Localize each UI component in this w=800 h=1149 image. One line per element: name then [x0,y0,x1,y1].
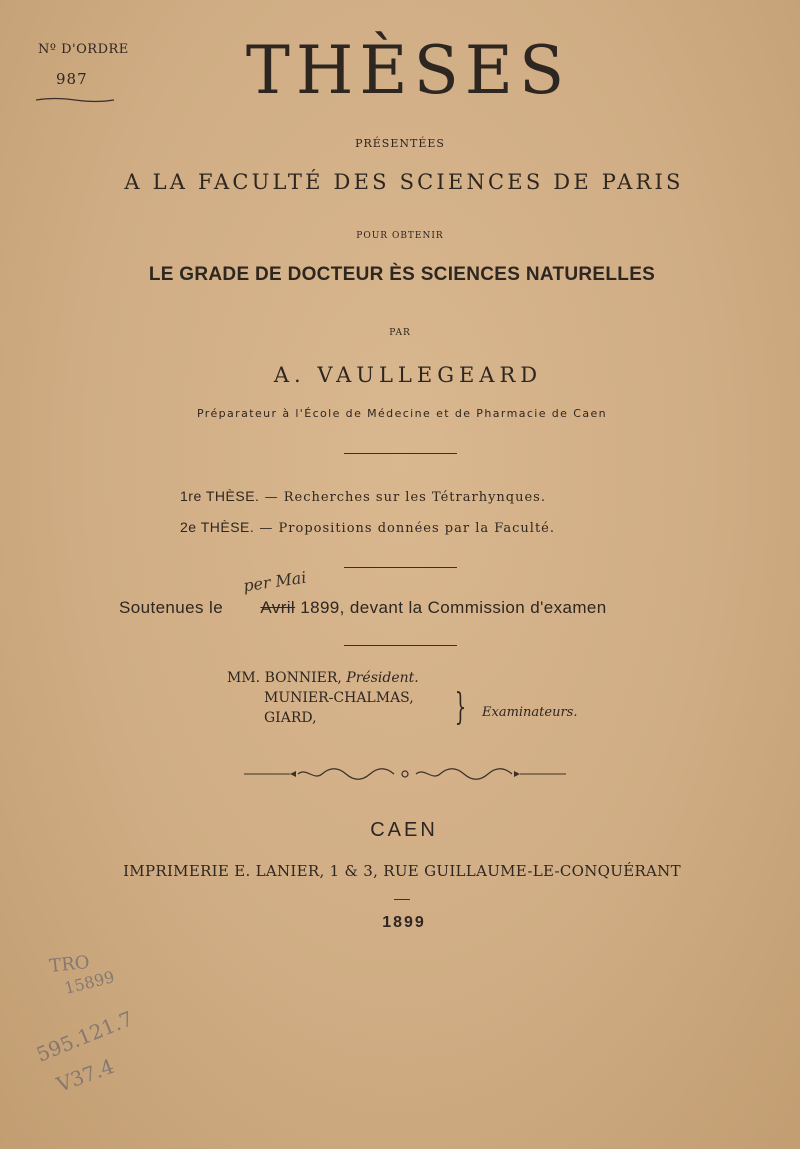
thesis-number: 2e THÈSE. [180,519,255,535]
presentees-line: PRÉSENTÉES [355,137,445,150]
page-title: THÈSES [245,32,571,109]
faculty-line: A LA FACULTÉ DES SCIENCES DE PARIS [124,170,684,194]
jury-president [227,670,419,686]
imprint-printer: IMPRIMERIE E. LANIER, 1 & 3, RUE GUILLAUME-LE-CONQUÉRANT [123,862,681,880]
imprint-year: 1899 [382,914,426,931]
svg-text:595.121.7: 595.121.7 [32,1006,137,1067]
svg-text:15899: 15899 [62,967,117,998]
divider-rule [344,567,457,568]
ordre-number: 987 [56,70,88,88]
examiners-role: Examinateurs. [482,705,578,720]
degree-line: LE GRADE DE DOCTEUR ÈS SCIENCES NATURELLES [148,264,656,285]
thesis-text: — Propositions données par la Faculté. [259,521,555,536]
par-line: PAR [389,328,411,338]
thesis-number: 1re THÈSE. [180,488,260,504]
short-dash [394,899,410,900]
jury-member: GIARD, [264,710,317,726]
thesis-entry [180,519,555,536]
handwritten-library-mark [30,950,190,1120]
divider-rule [344,453,457,454]
defense-date-line [119,598,607,618]
handwritten-correction: per Mai [241,567,308,596]
divider-rule [344,645,457,646]
svg-text:TRO: TRO [48,951,91,977]
author-name: A. VAULLEGEARD [273,363,543,387]
defense-suffix: 1899, devant la Commission d'examen [300,598,607,617]
thesis-entry [180,488,546,505]
pour-obtenir-line: POUR OBTENIR [356,231,444,241]
svg-text:V37.4: V37.4 [53,1053,118,1097]
defense-prefix: Soutenues le [119,598,224,617]
jury-member: MUNIER-CHALMAS, [264,690,414,706]
president-role: Président. [346,670,419,686]
brace-symbol: } [454,687,467,728]
ornamental-divider [240,765,570,783]
imprint-city: CAEN [370,819,438,841]
ordre-label: Nº D'ORDRE [38,42,129,57]
thesis-text: — Recherches sur les Tétrarhynques. [264,490,546,505]
struck-month: Avril [260,598,296,617]
author-affiliation: Préparateur à l'École de Médecine et de Pharmacie de Caen [196,407,608,420]
president-name: MM. BONNIER, [227,670,342,686]
